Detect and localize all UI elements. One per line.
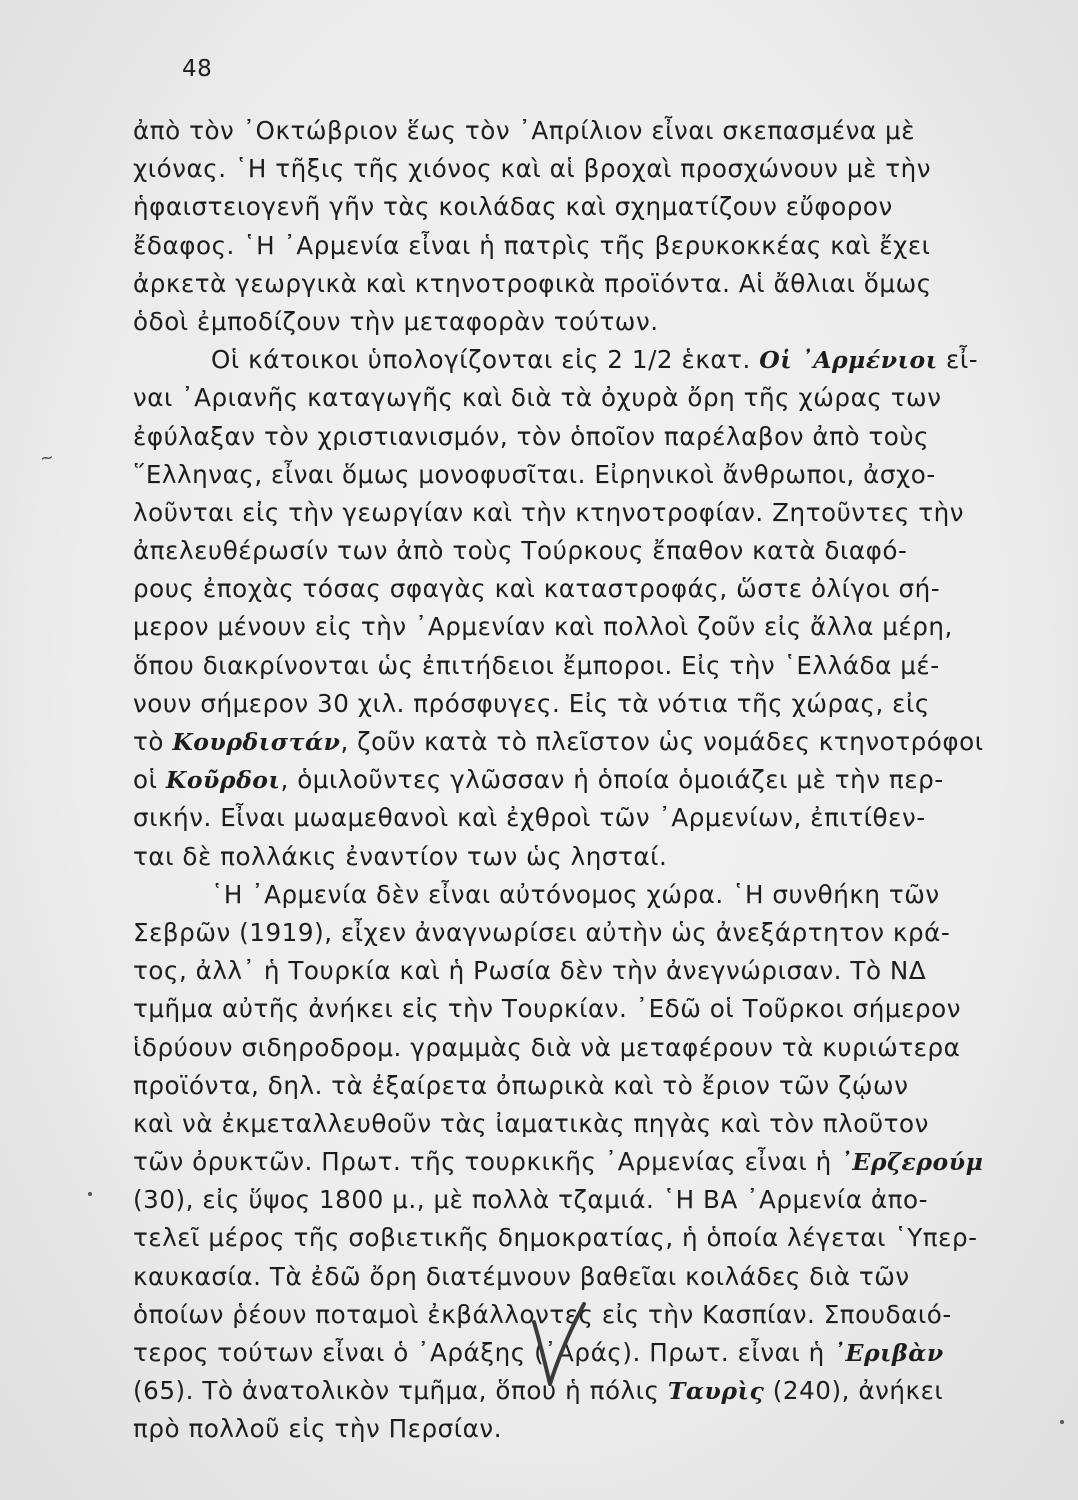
text-line [133,188,991,226]
text-segment: ἐφύλαξαν τὸν χριστιανισμόν, τὸν ὁποῖον παρέλαβον ἀπὸ τοὺς [133,421,930,451]
margin-scribble: ~ [38,447,55,468]
text-segment: ῾Η ᾿Αρμενία δὲν εἶναι αὐτόνομος χώρα. ῾Η συνθήκη τῶν [211,879,940,909]
text-segment: ναι ᾿Αριανῆς καταγωγῆς καὶ διὰ τὰ ὀχυρὰ ὄρη τῆς χώρας των [133,383,942,413]
text-line [133,1029,991,1067]
text-line [133,150,991,188]
text-line [133,494,991,532]
text-line [133,608,991,646]
text-line [133,418,991,456]
text-segment: τὸ [133,727,173,756]
text-segment: ῞Ελληνας, εἶναι ὅμως μονοφυσῖται. Εἰρηνικοὶ ἄνθρωποι, ἀσχο- [133,459,936,489]
text-segment: (240), ἀνήκει [764,1376,944,1406]
text-line [133,1219,991,1257]
text-segment: λοῦνται εἰς τὴν γεωργίαν καὶ τὴν κτηνοτροφίαν. Ζητοῦντες τὴν [133,497,965,527]
text-line [133,838,991,876]
text-segment: καὶ νὰ ἐκμεταλλευθοῦν τὰς ἰαματικὰς πηγὰς καὶ τὸν πλοῦτον [133,1108,929,1138]
text-segment: καυκασία. Τὰ ἐδῶ ὄρη διατέμνουν βαθεῖαι κοιλάδες διὰ τῶν [133,1261,910,1291]
text-line [133,227,991,265]
text-line [133,990,991,1028]
text-segment: τος, ἀλλ᾿ ἡ Τουρκία καὶ ἡ Ρωσία δὲν τὴν ἀνεγνώρισαν. Τὸ ΝΔ [133,956,927,986]
text-line [133,799,991,837]
text-segment: ἱδρύουν σιδηροδρομ. γραμμὰς διὰ νὰ μεταφέρουν τὰ κυριώτερα [133,1032,961,1062]
text-segment: ἀπὸ τὸν ᾿Οκτώβριον ἕως τὸν ᾿Απρίλιον εἶναι σκεπασμένα μὲ [133,116,916,145]
text-segment: , ὁμιλοῦντες γλῶσσαν ἡ ὁποία ὁμοιάζει μὲ τὴν περ- [280,765,944,795]
text-line [133,647,991,685]
text-segment: εἶ- [937,345,979,375]
text-line [133,914,991,952]
body-text [133,112,991,1449]
text-line [133,723,991,761]
text-segment: τελεῖ μέρος τῆς σοβιετικῆς δημοκρατίας, ἡ ὁποία λέγεται ῾Υπερ- [133,1223,978,1253]
bold-term: ᾿Εριβὰν [833,1339,944,1367]
text-segment: ἡφαιστειογενῆ γῆν τὰς κοιλάδας καὶ σχηματίζουν εὔφορον [133,192,893,222]
text-segment: νουν σήμερον 30 χιλ. πρόσφυγες. Εἰς τὰ νότια τῆς χώρας, εἰς [133,688,930,718]
text-segment: ὅπου διακρίνονται ὡς ἐπιτήδειοι ἔμποροι. Εἰς τὴν ῾Ελλάδα μέ- [133,650,940,680]
text-segment: ρους ἐποχὰς τόσας σφαγὰς καὶ καταστροφάς, ὥστε ὀλίγοι σή- [133,574,941,604]
text-segment: σικήν. Εἶναι μωαμεθανοὶ καὶ ἐχθροὶ τῶν ᾿Αρμενίων, ἐπιτίθεν- [133,803,926,833]
text-segment: χιόνας. ῾Η τῆξις τῆς χιόνος καὶ αἱ βροχαὶ προσχώνουν μὲ τὴν [133,154,932,184]
text-segment: Οἱ κάτοικοι ὑπολογίζονται εἰς 2 1/2 ἑκατ. [211,345,760,375]
text-line [133,761,991,799]
text-line [133,876,991,914]
text-line [133,1410,991,1448]
text-segment: ἔδαφος. ῾Η ᾿Αρμενία εἶναι ἡ πατρὶς τῆς βερυκοκκέας καὶ ἔχει [133,230,931,260]
text-segment: μερον μένουν εἰς τὴν ᾿Αρμενίαν καὶ πολλοὶ ζοῦν εἰς ἄλλα μέρη, [133,612,953,642]
text-line [133,265,991,303]
text-segment: ἀπελευθέρωσίν των ἀπὸ τοὺς Τούρκους ἔπαθον κατὰ διαφό- [133,536,908,566]
bold-term: Ταυρὶς [667,1377,765,1406]
text-line [133,1143,991,1181]
text-segment: τῶν ὀρυκτῶν. Πρωτ. τῆς τουρκικῆς ᾿Αρμενίας εἶναι ἡ [133,1147,841,1177]
text-line [133,1067,991,1105]
text-line [133,685,991,723]
text-line [133,456,991,494]
page-number: 48 [182,56,213,82]
text-line [133,379,991,417]
text-segment: , ζοῦν κατὰ τὸ πλεῖστον ὡς νομάδες κτηνοτρόφοι [340,727,984,756]
speck [88,1192,92,1196]
handwritten-check-mark-icon [528,1300,588,1392]
text-line [133,1105,991,1143]
bold-term: Κουρδιστάν [172,728,341,756]
text-segment: (65). Τὸ ἀνατολικὸν τμῆμα, ὅπου ἡ πόλις [133,1376,668,1406]
text-segment: ὁδοὶ ἐμποδίζουν τὴν μεταφορὰν τούτων. [133,306,659,336]
bold-term: Κοῦρδοι [165,766,281,795]
bold-term: ᾿Ερζερούμ [840,1148,984,1177]
text-segment: τερος τούτων εἶναι ὁ ᾿Αράξης (᾿Αράς). Πρωτ. εἶναι ἡ [133,1338,834,1367]
speck [1060,1420,1064,1424]
text-segment: οἱ [133,765,166,795]
text-segment: πρὸ πολλοῦ εἰς τὴν Περσίαν. [133,1414,503,1444]
text-segment: ἀρκετὰ γεωργικὰ καὶ κτηνοτροφικὰ προϊόντα. Αἱ ἄθλιαι ὅμως [133,268,932,298]
text-segment: τμῆμα αὐτῆς ἀνήκει εἰς τὴν Τουρκίαν. ᾿Εδῶ οἱ Τοῦρκοι σήμερον [133,994,961,1024]
text-line [133,532,991,570]
text-line [133,112,991,150]
text-line [133,1258,991,1296]
text-line [133,341,991,379]
bold-term: Οἱ ᾿Αρμένιοι [759,346,938,375]
text-segment: ται δὲ πολλάκις ἐναντίον των ὡς λησταί. [133,841,668,871]
text-line [133,1181,991,1219]
text-segment: ὁποίων ῥέουν ποταμοὶ ἐκβάλλοντες εἰς τὴν Κασπίαν. Σπουδαιό- [133,1299,952,1329]
text-segment: προϊόντα, δηλ. τὰ ἐξαίρετα ὀπωρικὰ καὶ τὸ ἔριον τῶν ζῴων [133,1070,909,1100]
text-line [133,570,991,608]
text-segment: (30), εἰς ὕψος 1800 μ., μὲ πολλὰ τζαμιά. ῾Η ΒΑ ᾿Αρμενία ἀπο- [133,1185,929,1215]
text-segment: Σεβρῶν (1919), εἶχεν ἀναγνωρίσει αὐτὴν ὡς ἀνεξάρτητον κρά- [133,917,951,947]
text-line [133,303,991,341]
text-line [133,952,991,990]
